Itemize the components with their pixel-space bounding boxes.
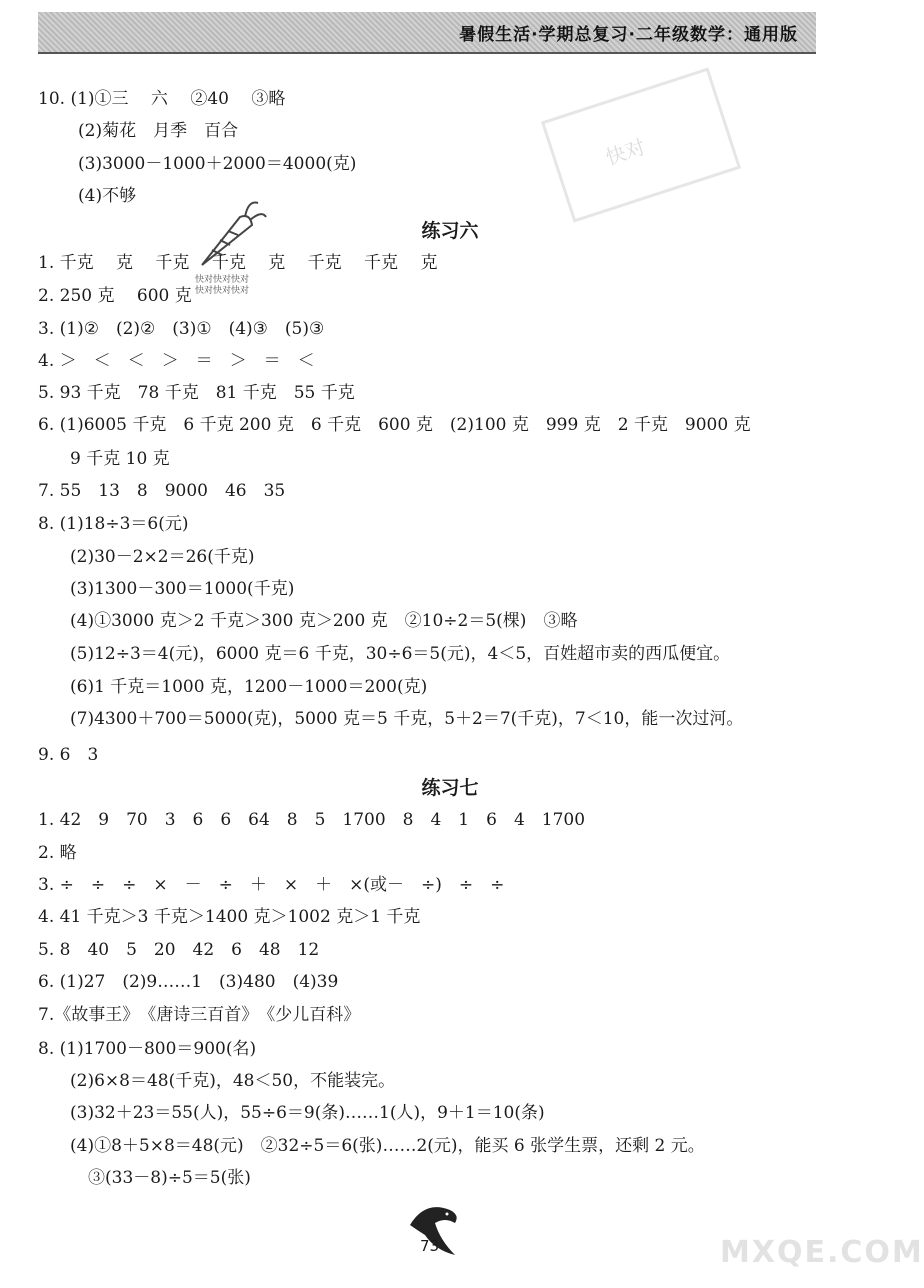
kuaidui-stamp	[541, 67, 741, 222]
page-number: 73	[420, 1237, 440, 1255]
answer-line: (3)3000－1000＋2000＝4000(克)	[78, 154, 357, 174]
answer-line: 2. 250 克 600 克	[38, 286, 192, 306]
header-title: 暑假生活·学期总复习·二年级数学：通用版	[459, 25, 798, 45]
answer-line: ③(33－8)÷5＝5(张)	[88, 1168, 251, 1188]
answer-line: 8. (1)18÷3＝6(元)	[38, 514, 189, 534]
carrot-caption-line: 快对快对快对	[195, 286, 250, 296]
answer-line: 7. 55 13 8 9000 46 35	[38, 481, 286, 501]
site-watermark: MXQE.COM	[720, 1235, 924, 1270]
answer-line: 7.《故事王》 《唐诗三百首》 《少儿百科》	[38, 1005, 361, 1025]
answer-line: 6. (1)6005 千克 6 千克 200 克 6 千克 600 克 (2)100 克 999 克 2 千克 9000 克	[38, 415, 751, 435]
answer-line: 5. 8 40 5 20 42 6 48 12	[38, 940, 320, 960]
answer-line: 9. 6 3	[38, 745, 99, 765]
answer-line: (6)1 千克＝1000 克，1200－1000＝200(克)	[70, 677, 428, 697]
answer-line: (4)①8＋5×8＝48(元) ②32÷5＝6(张)……2(元)，能买 6 张学生票，还剩 2 元。	[70, 1136, 705, 1156]
header-bar	[38, 12, 816, 54]
answer-line: (2)6×8＝48(千克)，48＜50，不能装完。	[70, 1071, 396, 1091]
section-title-ex7: 练习七	[421, 777, 479, 799]
answer-line: (5)12÷3＝4(元)，6000 克＝6 千克，30÷6＝5(元)，4＜5，百姓超市卖的西瓜便宜。	[70, 644, 731, 664]
answer-line: 1. 42 9 70 3 6 6 64 8 5 1700 8 4 1 6 4 1700	[38, 810, 586, 830]
stamp-text: 快对	[602, 134, 649, 170]
answer-line: 8. (1)1700－800＝900(名)	[38, 1039, 257, 1059]
carrot-caption-line: 快对快对快对	[195, 275, 250, 285]
answer-line: (3)1300－300＝1000(千克)	[70, 579, 295, 599]
answer-line: 9 千克 10 克	[70, 449, 170, 469]
answer-line: 4. 41 千克＞3 千克＞1400 克＞1002 克＞1 千克	[38, 907, 421, 927]
answer-line: (7)4300＋700＝5000(克)，5000 克＝5 千克，5＋2＝7(千克)，7＜10，能一次过河。	[70, 709, 744, 729]
answer-line: (2)菊花 月季 百合	[78, 121, 239, 141]
answer-line: (3)32＋23＝55(人)，55÷6＝9(条)……1(人)，9＋1＝10(条)	[70, 1103, 545, 1123]
answer-line: 5. 93 千克 78 千克 81 千克 55 千克	[38, 383, 355, 403]
answer-line: 3. (1)② (2)② (3)① (4)③ (5)③	[38, 319, 325, 339]
answer-line: (2)30－2×2＝26(千克)	[70, 547, 255, 567]
answer-line: 6. (1)27 (2)9……1 (3)480 (4)39	[38, 972, 339, 992]
answer-line: 1. 千克 克 千克 千克 克 千克 千克 克	[38, 253, 438, 273]
carrot-caption	[195, 275, 249, 297]
answer-line: 2. 略	[38, 843, 77, 863]
answer-line: (4)①3000 克＞2 千克＞300 克＞200 克 ②10÷2＝5(棵) ③略	[70, 611, 578, 631]
answer-line: (4)不够	[78, 186, 137, 206]
section-title-ex6: 练习六	[421, 220, 479, 242]
answer-line: 3. ÷ ÷ ÷ × － ÷ ＋ × ＋ ×(或－ ÷) ÷ ÷	[38, 875, 505, 895]
answer-line: 4. ＞ ＜ ＜ ＞ ＝ ＞ ＝ ＜	[38, 351, 315, 371]
answer-line: 10. (1)①三 六 ②40 ③略	[38, 89, 286, 109]
